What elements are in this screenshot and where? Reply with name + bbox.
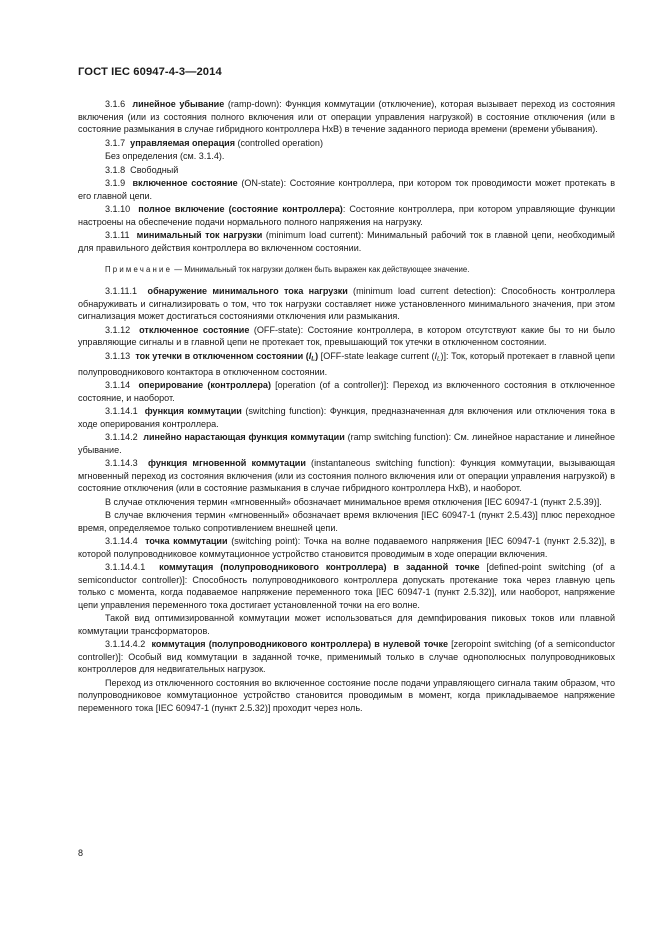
definition-paragraph [78,137,615,150]
term-end: ) [315,350,319,361]
definition-paragraph [78,98,615,136]
clause-number: 3.1.14.4.1 [105,562,146,572]
definition-paragraph [78,203,615,228]
definition-term: линейное убывание [132,99,225,109]
symbol-i-2: I [434,350,438,361]
clause-number: 3.1.14.1 [105,406,138,416]
definition-paragraph [78,677,615,715]
clause-number: 3.1.14.2 [105,432,138,442]
document-body [78,98,615,715]
clause-number: 3.1.6 [105,99,126,109]
note [78,264,615,275]
clause-number: 3.1.10 [105,204,131,214]
definitions-block-3 [78,379,615,714]
definition-text: (instantaneous switching function): Функция коммутации, вызывающая мгновенный переход из состояния включения (или из состояния полного включения или от операции управления нагрузкой) в состояние отключения (или в состояние размыкания в случае гибридного контроллера HxB), и наоборот. [78,458,615,493]
definition-text: [defined-point switching (of a semiconductor controller)]: Способность полупроводникового контроллера допускать протекание тока через главную цепь только с момента, когда подаваемое напряжение переменного тока [IEC 60947-1 (пункт 2.5.32)], или наоборот, напряжение цепи управления переменного тока достигает установленной точки на его волне. [78,562,615,610]
definition-text: (controlled operation) [234,137,323,148]
definition-text-b: )]: Ток, который протекает в главной цепи полупроводникового контактора в отключенном состоянии. [78,350,615,377]
definition-paragraph [78,150,615,163]
definitions-block-1 [78,98,615,254]
definition-term [135,351,318,361]
page-number: 8 [78,848,84,858]
definition-term: функция коммутации [144,406,242,416]
definition-term: коммутация (полупроводникового контроллера) в нулевой точке [151,639,449,649]
definition-paragraph [78,229,615,254]
clause-number: 3.1.11.1 [105,286,138,296]
definition-text: (minimum load current): Минимальный рабочий ток в главной цепи, необходимый для правильного действия контроллера во включенном состоянии. [78,230,615,253]
note-label: Примечание [105,265,173,274]
definition-text: В случае включения термин «мгновенный» обозначает время включения [IEC 60947-1 (пункт 2.5.43)] плюс переходное время, определяемое только сопротивлением внешней цепи. [78,510,615,533]
clause-number: 3.1.7 [105,137,126,148]
term-text: ток утечки в отключенном состоянии ( [135,350,309,361]
symbol-i: I [308,350,312,361]
definition-text: (minimum load current detection): Способность контроллера обнаруживать и сигнализировать о том, что ток нагрузки составляет ниже установленного минимального значения, при этом сигнализация может достигаться состояниями отключения или размыкания. [78,286,616,321]
definition-text: Переход из отключенного состояния во включенное состояние после подачи управляющего сигнала таким образом, что полупроводниковое коммутационное устройство становится проводимым в момент, когда прикладываемое напряжение переменного тока [IEC 60947-1 (пункт 2.5.32)] проходит через ноль. [78,677,615,713]
clause-number: 3.1.12 [105,324,131,335]
definition-term: отключенное состояние [139,324,250,335]
definition-text: [operation (of a controller)]: Переход из включенного состояния в отключенное состояние, и наоборот. [78,380,615,403]
definition-term: минимальный ток нагрузки [136,230,263,240]
definition-paragraph [78,612,615,637]
definition-text: (switching point): Точка на волне подаваемого напряжения [IEC 60947-1 (пункт 2.5.32)], в которой полупроводниковое коммутационное устройство становится проводимым в ходе операции включения. [78,536,615,559]
definition-paragraph [78,496,615,509]
definition-text: В случае отключения термин «мгновенный» обозначает минимальное время отключения [IEC 60947-1 (пункт 2.5.39)]. [105,496,602,507]
definition-paragraph [78,561,615,611]
definition-term: коммутация (полупроводникового контроллера) в заданной точке [159,562,480,572]
definition-term: оперирование (контроллера) [138,380,271,390]
clause-number: 3.1.13 [105,350,131,361]
definition-text: (ramp switching function): См. линейное нарастание и линейное убывание. [78,432,615,455]
definitions-block-2 [78,285,615,349]
definition-paragraph [78,285,615,323]
clause-number: 3.1.9 [105,178,126,188]
definition-paragraph [78,379,615,404]
clause-number: 3.1.14.4 [105,536,138,546]
definition-paragraph [78,509,615,534]
clause-number: 3.1.14 [105,380,131,390]
definition-term: точка коммутации [145,536,228,546]
definition-text: Свободный [130,164,179,175]
definition-term: включенное состояние [132,178,238,188]
definition-paragraph [78,431,615,456]
definition-text: (ON-state): Состояние контроллера, при котором ток проводимости может протекать в его главной цепи. [78,178,616,201]
definition-text: [zeropoint switching (of a semiconductor controller)]: Особый вид коммутации в заданной точке, применимый только в случае однополюсных полупроводниковых контроллеров для недвигательных нагрузок. [78,639,615,674]
definition-text-a: [OFF-state leakage current ( [318,350,435,361]
definition-term: обнаружение минимального тока нагрузки [147,286,348,296]
definition-term: управляемая операция [130,137,235,148]
definition-term: функция мгновенной коммутации [148,458,306,468]
note-text: — Минимальный ток нагрузки должен быть выражен как действующее значение. [172,265,470,274]
definition-text: (ramp-down): Функция коммутации (отключение), которая вызывает переход из состояния включения (или из состояния полного включения или от операции управления нагрузкой) в состояние отключения (или в состояние размыкания в случае гибридного контроллера HxB) в течение заданного периода времени (времени убывания). [78,99,616,134]
clause-number: 3.1.14.3 [105,458,138,468]
definition-term: линейно нарастающая функция коммутации [143,432,345,442]
definition-paragraph [78,638,615,676]
definition-paragraph [78,324,615,349]
definition-text: : Состояние контроллера, при котором управляющие функции настроены на обеспечение подачи нормального полного напряжения на нагрузку. [78,204,615,227]
definition-3-1-13 [78,350,615,379]
clause-number: 3.1.11 [105,230,130,240]
definition-paragraph [78,164,615,177]
definition-text: Без определения (см. 3.1.4). [105,151,225,161]
clause-number: 3.1.14.4.2 [105,639,146,649]
definition-paragraph [78,177,615,202]
definition-paragraph [78,457,615,495]
document-header: ГОСТ IEC 60947-4-3—2014 [78,66,222,78]
symbol-subscript-2: L [437,355,441,362]
definition-paragraph [78,405,615,430]
symbol-subscript: L [311,355,316,362]
clause-number: 3.1.8 [105,164,126,175]
definition-term: полное включение (состояние контроллера) [138,204,343,214]
definition-text: (OFF-state): Состояние контроллера, в котором отсутствуют какие бы то ни было управляющие сигналы и в главной цепи не протекает ток, превышающий ток утечки в отключенном состоянии. [78,324,615,347]
definition-text: Такой вид оптимизированной коммутации может использоваться для демпфирования пиковых токов или плавной коммутации трансформаторов. [78,613,615,636]
definition-paragraph [78,535,615,560]
definition-text: (switching function): Функция, предназначенная для включения или отключения тока в ходе оперирования контроллера. [78,406,615,429]
